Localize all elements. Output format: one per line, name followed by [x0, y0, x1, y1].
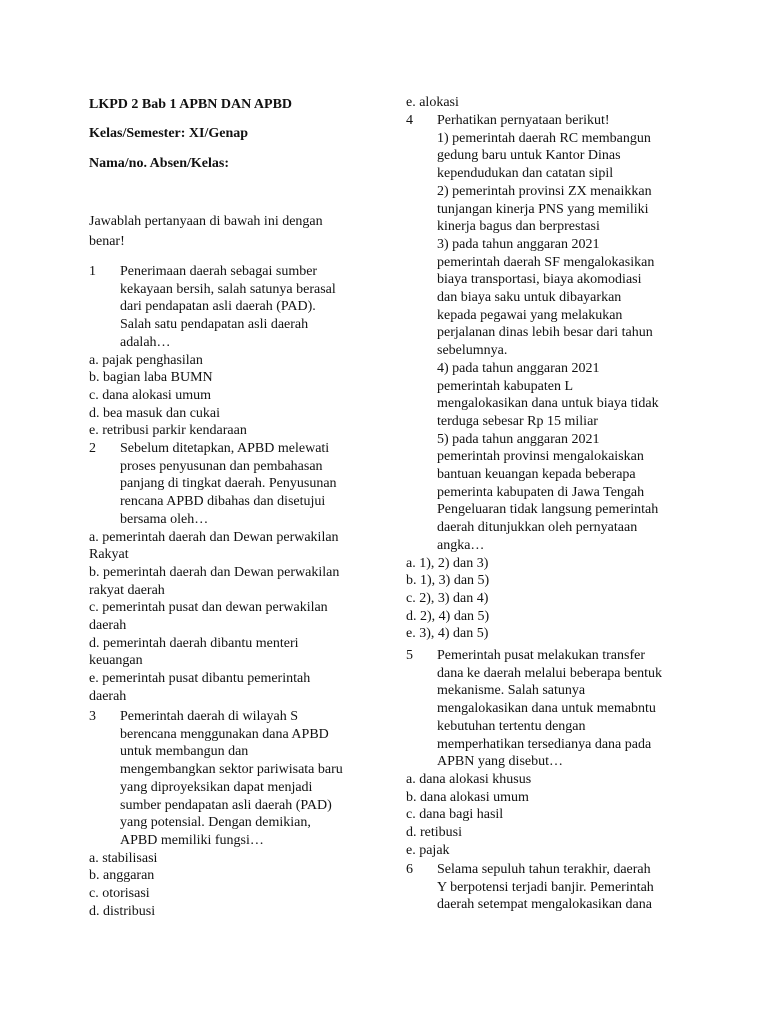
answer-option: e. retribusi parkir kendaraan — [89, 423, 247, 439]
document-title: LKPD 2 Bab 1 APBN DAN APBD — [89, 97, 293, 112]
question-text-line: Salah satu pendapatan asli daerah — [120, 317, 309, 333]
answer-option-continued: keuangan — [89, 653, 143, 669]
question-text-line: angka… — [437, 537, 485, 553]
question-text-line: 5) pada tahun anggaran 2021 — [437, 431, 600, 447]
question-text-line: kekayaan bersih, salah satunya berasal — [120, 281, 336, 297]
answer-option: a. dana alokasi khusus — [406, 771, 532, 787]
question-text-line: sumber pendapatan asli daerah (PAD) — [120, 797, 332, 813]
question-text-line: berencana menggunakan dana APBD — [120, 726, 329, 742]
answer-option: b. 1), 3) dan 5) — [406, 573, 490, 589]
question-text-line: mengalokasikan dana untuk biaya tidak — [437, 396, 659, 412]
question-text-line: terduga sebesar Rp 15 miliar — [437, 413, 598, 429]
answer-option: c. pemerintah pusat dan dewan perwakilan — [89, 600, 328, 616]
answer-option-continued: rakyat daerah — [89, 582, 165, 598]
answer-option: a. 1), 2) dan 3) — [406, 555, 489, 571]
question-text-line: bantuan keuangan kepada beberapa — [437, 467, 636, 482]
answer-option: a. stabilisasi — [89, 850, 158, 866]
question-text-line: 1) pemerintah daerah RC membangun — [437, 130, 651, 146]
question-text-line: Pengeluaran tidak langsung pemerintah — [437, 502, 659, 518]
question-text-line: Y berpotensi terjadi banjir. Pemerintah — [437, 879, 654, 895]
answer-option: b. dana alokasi umum — [406, 789, 529, 805]
answer-option: b. anggaran — [89, 868, 155, 884]
answer-option: c. 2), 3) dan 4) — [406, 590, 489, 606]
question-text-line: panjang di tingkat daerah. Penyusunan — [120, 476, 337, 492]
question-text-line: Pemerintah daerah di wilayah S — [120, 709, 299, 724]
question-text-line: kebutuhan tertentu dengan — [437, 718, 586, 734]
question-number: 5 — [406, 648, 413, 663]
answer-option: c. otorisasi — [89, 886, 150, 901]
question-number: 4 — [406, 113, 413, 128]
question-text-line: tunjangan kinerja PNS yang memiliki — [437, 201, 649, 217]
name-number-class-label: Nama/no. Absen/Kelas: — [89, 156, 230, 171]
question-text-line: pemerintah provinsi mengalokaiskan — [437, 449, 644, 465]
answer-option: d. distribusi — [89, 903, 156, 919]
question-text-line: kepada pegawai yang melakukan — [437, 307, 623, 323]
question-text-line: pemerintah daerah SF mengalokasikan — [437, 254, 655, 270]
question-text-line: 4) pada tahun anggaran 2021 — [437, 360, 600, 376]
question-text-line: 2) pemerintah provinsi ZX menaikkan — [437, 183, 652, 199]
question-text-line: Pemerintah pusat melakukan transfer — [437, 648, 645, 663]
question-text-line: sebelumnya. — [437, 343, 508, 359]
answer-option: e. 3), 4) dan 5) — [406, 626, 489, 642]
question-text-line: dari pendapatan asli daerah (PAD). — [120, 299, 316, 315]
answer-option: e. pajak — [406, 842, 450, 858]
question-text-line: proses penyusunan dan pembahasan — [120, 458, 323, 474]
answer-option-continued: daerah — [89, 618, 127, 633]
question-text-line: bersama oleh… — [120, 511, 209, 527]
question-number: 3 — [89, 709, 96, 724]
question-text-line: perjalanan dinas lebih besar dari tahun — [437, 325, 653, 341]
question-text-line: daerah ditunjukkan oleh pernyataan — [437, 520, 638, 536]
question-text-line: dan biaya saku untuk dibayarkan — [437, 290, 622, 305]
question-text-line: rencana APBD dibahas dan disetujui — [120, 494, 326, 510]
question-text-line: pemerintah kabupaten L — [437, 378, 574, 394]
question-text-line: memperhatikan tersedianya dana pada — [437, 736, 652, 752]
answer-option: e. alokasi — [406, 95, 459, 110]
question-text-line: 3) pada tahun anggaran 2021 — [437, 236, 600, 252]
answer-option: c. dana alokasi umum — [89, 387, 212, 403]
question-text-line: APBD memiliki fungsi… — [120, 832, 264, 848]
answer-option-continued: Rakyat — [89, 547, 129, 563]
question-text-line: dana ke daerah melalui beberapa bentuk — [437, 665, 663, 681]
question-text-line: Selama sepuluh tahun terakhir, daerah — [437, 862, 651, 877]
question-text-line: daerah setempat mengalokasikan dana — [437, 897, 652, 913]
question-text-line: mekanisme. Salah satunya — [437, 683, 586, 699]
question-text-line: adalah… — [120, 334, 171, 350]
question-text-line: biaya transportasi, biaya akomodiasi — [437, 272, 642, 288]
question-text-line: pemerinta kabupaten di Jawa Tengah — [437, 484, 645, 500]
question-text-line: yang potensial. Dengan demikian, — [120, 815, 311, 831]
question-number: 1 — [89, 264, 96, 279]
answer-option: a. pemerintah daerah dan Dewan perwakilan — [89, 529, 339, 545]
question-text-line: mengalokasikan dana untuk memabntu — [437, 701, 656, 717]
answer-option: d. pemerintah daerah dibantu menteri — [89, 635, 299, 651]
class-semester-label: Kelas/Semester: XI/Genap — [89, 126, 249, 141]
question-text-line: untuk membangun dan — [120, 744, 249, 760]
answer-option: b. bagian laba BUMN — [89, 370, 213, 386]
answer-option: d. 2), 4) dan 5) — [406, 608, 490, 624]
question-number: 2 — [89, 441, 96, 456]
instruction-line: benar! — [89, 234, 125, 249]
question-text-line: kinerja bagus dan berprestasi — [437, 219, 600, 235]
question-text-line: yang diproyeksikan dapat menjadi — [120, 779, 313, 795]
question-number: 6 — [406, 862, 413, 877]
question-text-line: Perhatikan pernyataan berikut! — [437, 113, 610, 128]
instruction-line: Jawablah pertanyaan di bawah ini dengan — [89, 214, 323, 229]
question-text-line: Penerimaan daerah sebagai sumber — [120, 264, 318, 279]
answer-option: c. dana bagi hasil — [406, 807, 504, 823]
question-text-line: gedung baru untuk Kantor Dinas — [437, 148, 621, 164]
question-text-line: Sebelum ditetapkan, APBD melewati — [120, 441, 330, 456]
answer-option: d. bea masuk dan cukai — [89, 405, 221, 421]
answer-option-continued: daerah — [89, 688, 127, 704]
question-text-line: mengembangkan sektor pariwisata baru — [120, 762, 343, 778]
question-text-line: kependudukan dan catatan sipil — [437, 166, 614, 182]
answer-option: b. pemerintah daerah dan Dewan perwakilan — [89, 564, 340, 580]
answer-option: e. pemerintah pusat dibantu pemerintah — [89, 671, 311, 687]
question-text-line: APBN yang disebut… — [437, 754, 563, 770]
answer-option: a. pajak penghasilan — [89, 352, 203, 368]
answer-option: d. retibusi — [406, 825, 462, 840]
